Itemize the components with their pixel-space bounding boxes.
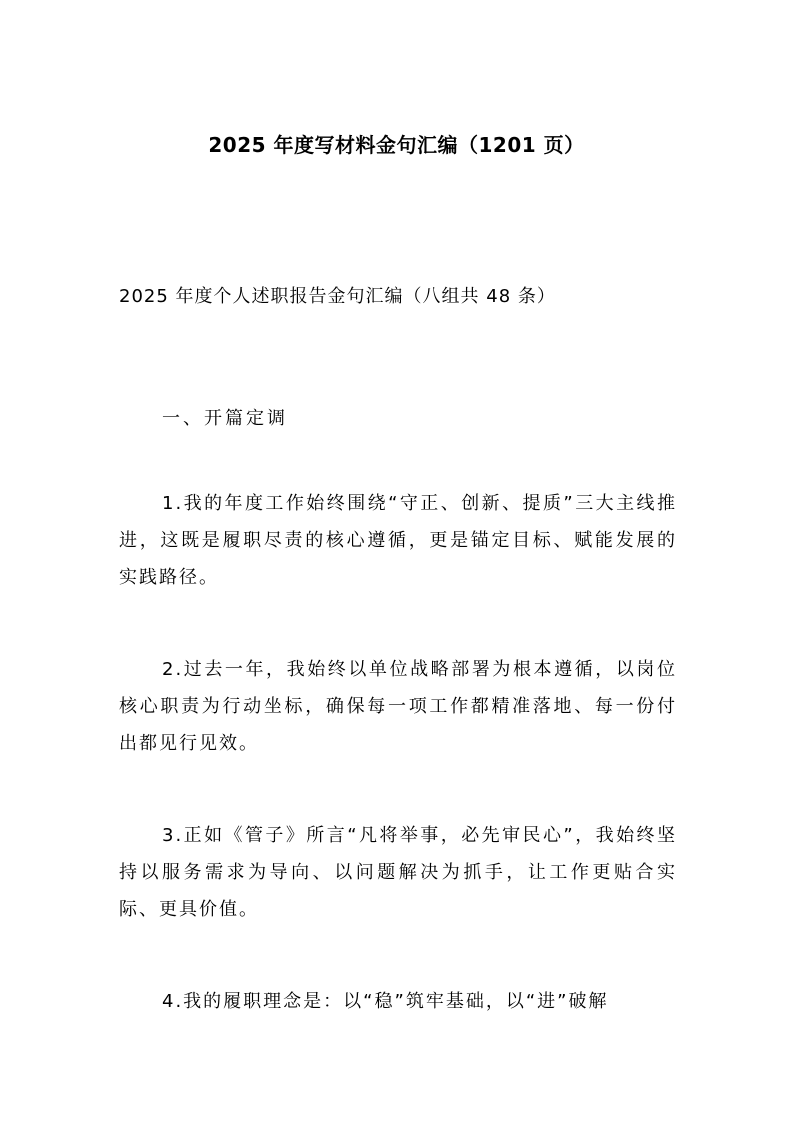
paragraph-3: 3.正如《管子》所言“凡将举事，必先审民心”，我始终坚持以服务需求为导向、以问题解决为抓手，让工作更贴合实际、更具价值。 [119, 825, 677, 920]
paragraph-1: 1.我的年度工作始终围绕“守正、创新、提质”三大主线推进，这既是履职尽责的核心遵循，更是锚定目标、赋能发展的实践路径。 [119, 493, 677, 588]
document-subtitle: 2025 年度个人述职报告金句汇编（八组共 48 条） [119, 286, 556, 307]
document-title: 2025 年度写材料金句汇编（1201 页） [208, 133, 585, 157]
paragraph-4: 4.我的履职理念是：以“稳”筑牢基础，以“进”破解 [162, 991, 609, 1012]
section-heading: 一、开篇定调 [162, 408, 288, 429]
paragraph-2: 2.过去一年，我始终以单位战略部署为根本遵循，以岗位核心职责为行动坐标，确保每一项工作都精准落地、每一份付出都见行见效。 [119, 659, 677, 754]
